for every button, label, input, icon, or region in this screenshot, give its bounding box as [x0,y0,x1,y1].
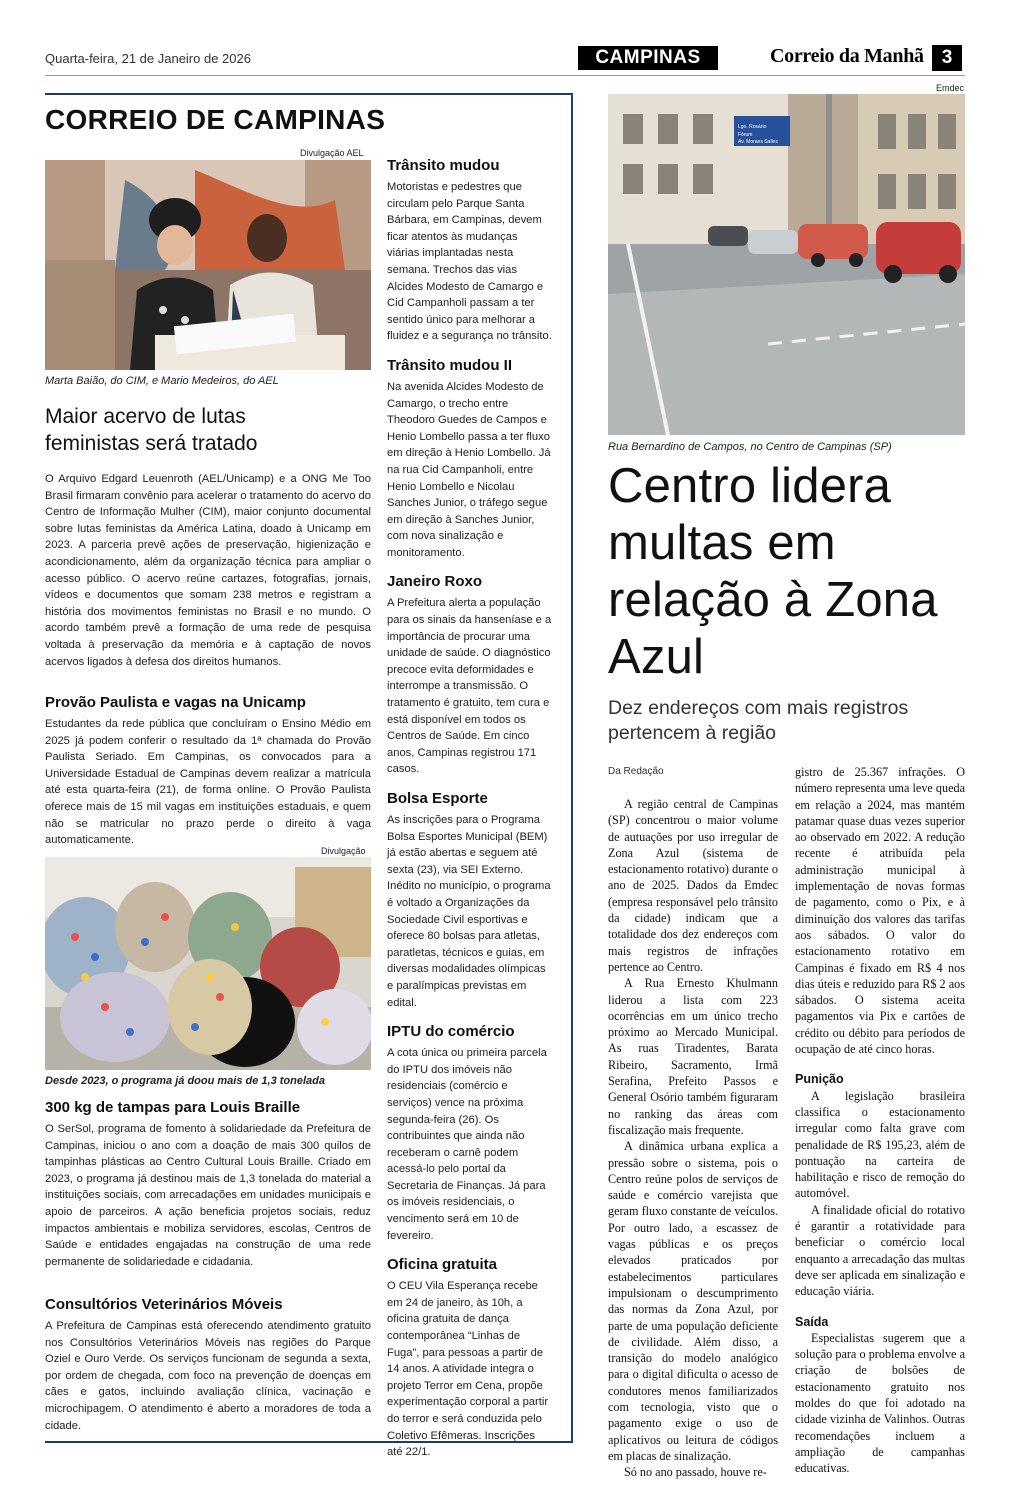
article-paragraph: Especialistas sugerem que a solução para o problema envolve a criação de bolsões de estacionamento gratuito nos moldes do que foi adotado na cidade vizinha de Valinhos. Outras recomendações incluem a ampliação de campanhas educativas. [795,1330,965,1476]
article-paragraph: A legislação brasileira classifica o estacionamento irregular como falta grave com penalidade de R$ 195,23, além de pontuação na carteira de habilitação e risco de remoção do automóvel. [795,1088,965,1201]
article-paragraph: Só no ano passado, houve re- [624,1465,767,1480]
story-title: Consultórios Veterinários Móveis [45,1296,283,1313]
note-body: Na avenida Alcides Modesto de Camargo, o trecho entre Theodoro Guedes de Campos e Henio Lombello passa a ter fluxo em direção à Henio Lombello. Já na rua Cid Campanholi, entre Henio Lombello e Nicolau Sanches Junior, o tráfego segue em direção à Sanches Junior, com nova sinalização e monitoramento. [387,380,551,559]
article-subheading: Punição [795,1072,844,1087]
story-title: Maior acervo de lutas feministas será tratado [45,405,258,455]
photo-caption: Marta Baião, do CIM, e Mario Medeiros, do AEL [45,375,279,387]
photo-caption: Desde 2023, o programa já doou mais de 1,3 tonelada [45,1075,325,1087]
column-top-rule [45,93,573,95]
page-number: 3 [932,45,962,71]
note-title: Trânsito mudou [387,157,500,174]
main-headline: Centro lidera multas em relação à Zona Azul [608,459,938,684]
story-body: A Prefeitura de Campinas está oferecendo atendimento gratuito nos Consultórios Veterinários Móveis nas regiões do Parque Oziel e Ouro Verde. Os serviços funcionam de segunda a sexta, por ordem de chegada, com foco na prevenção de doenças em cães e gatos, incluindo avaliação clínica, vacinação e microchipagem. O atendimento é aberto a moradores de toda a cidade. [45,1320,371,1432]
article-paragraph: A região central de Campinas (SP) concentrou o maior volume de autuações por uso irregular de Zona Azul (sistema de estacionamento rotativo) durante o ano de 2025. Dados da Emdec (empresa responsável pelo trânsito da cidade) indicam que a totalidade dos dez endereços com mais registros de infrações pertence ao Centro. [608,797,778,974]
notes-column [387,157,552,1461]
svg-text:Lgo. Rosário: Lgo. Rosário [738,124,767,130]
svg-text:Fórum: Fórum [738,132,753,138]
article-paragraph: A Rua Ernesto Khulmann liderou a lista com 223 ocorrências em um único trecho próximo ao Mercado Municipal. As ruas Tiradentes, Barata Ribeiro, Sacramento, Irmã Serafina, Prefeito Passos e General Osório também figuraram no ranking das áreas com fiscalização mais frequente. [608,976,778,1137]
note-title: Bolsa Esporte [387,790,488,807]
article-paragraph: A finalidade oficial do rotativo é garantir a rotatividade para beneficiar o comércio local enquanto a arrecadação das multas deve ser aplicada em sinalização e educação viária. [795,1202,965,1299]
svg-text:Av. Moraes Salles: Av. Moraes Salles [738,139,778,145]
photo-aes-signing [45,160,371,370]
photo-credit: Divulgação AEL [300,148,364,158]
newspaper-logo: Correio da Manhã [770,45,924,67]
section-label: CAMPINAS [578,46,718,70]
article-subheading: Saída [795,1314,829,1329]
photo-credit: Emdec [936,83,965,93]
photo-caption: Rua Bernardino de Campos, no Centro de Campinas (SP) [608,441,892,453]
note-title: Trânsito mudou II [387,356,513,374]
photo-street-zona-azul [608,94,965,435]
column-right-rule [571,93,573,1443]
note-body: Motoristas e pedestres que circulam pelo Parque Santa Bárbara, em Campinas, devem ficar atentos às mudanças viárias implantadas nesta semana. Trechos das vias Alcides Modesto de Camargo e Cid Campanholi passam a ter sentido único para melhorar a fluidez e a segurança no trânsito. [387,181,552,343]
note-title: Oficina gratuita [387,1256,498,1274]
story-title: 300 kg de tampas para Louis Braille [45,1099,301,1116]
story-body: O Arquivo Edgard Leuenroth (AEL/Unicamp) e a ONG Me Too Brasil firmaram convênio para acelerar o tratamento do acervo do Centro de Informação Mulher (CIM), maior conjunto documental sobre lutas feministas da América Latina, doado à Unicamp em 2023. A parceria prevê ações de preservação, higienização e acondicionamento, além da organização técnica para ampliar o acesso público. O acervo reúne cartazes, fotografias, jornais, vídeos e documentos que somam 238 metros e registram a história dos movimentos feministas no Brasil e no mundo. O acordo também prevê a formação de uma rede de pesquisa voltada à preservação da memória e à captação de novos acervos ligados à defesa dos direitos humanos. [45,473,371,668]
byline: Da Redação [608,766,664,777]
story-title: Provão Paulista e vagas na Unicamp [45,694,306,711]
note-body: A Prefeitura alerta a população para os sinais da hanseníase e a importância de procurar uma unidade de saúde. O diagnóstico precoce evita deformidades e interrompe a transmissão. O tratamento é gratuito, tem cura e está disponível em todos os Centros de Saúde. Em cinco anos, Campinas registrou 171 casos. [387,597,552,776]
note-body: As inscrições para o Programa Bolsa Esportes Municipal (BEM) já estão abertas e seguem até sexta (23), via SEI Externo. Inédito no município, o programa é voltado a Organizações da Sociedade Civil esportivas e oferece 80 bolsas para atletas, paratletas, técnicos e guias, em diversas modalidades olímpicas e paralímpicas previstas em edital. [387,814,551,1009]
main-subhead: Dez endereços com mais registros pertencem à região [608,697,909,744]
header-divider [45,75,965,76]
note-body: O CEU Vila Esperança recebe em 24 de janeiro, às 10h, a oficina gratuita de dança contemporânea “Linhas de Fuga”, para pessoas a partir de 14 anos. A atividade integra o projeto Terror em Cena, propõe experimentação corporal a partir do terror e será conduzida pelo Coletivo Efêmeras. Inscrições até 22/1. [387,1280,549,1459]
column-title: CORREIO DE CAMPINAS [45,104,386,135]
story-body: O SerSol, programa de fomento à solidariedade da Prefeitura de Campinas, iniciou o ano com a doação de mais 300 quilos de tampinhas plásticas ao Centro Cultural Louis Braille. Criado em 2023, o programa já destinou mais de 1,3 tonelada do material a instituições sociais, com arrecadações em unidades municipais e apoio de parceiros. A ação beneficia projetos sociais, reduz impactos ambientais e mobiliza servidores, escolas, Centros de Saúde e entidades engajadas na construção de uma rede permanente de solidariedade e cidadania. [45,1123,371,1268]
note-title: Janeiro Roxo [387,573,483,591]
story-body: Estudantes da rede pública que concluíram o Ensino Médio em 2025 já podem conferir o resultado da 1ª chamada do Provão Paulista Seriado. Em Campinas, os convocados para a Universidade Estadual de Campinas devem realizar a matrícula até esta quarta-feira (21), de forma online. O Provão Paulista oferece mais de 15 mil vagas em instituições estaduais, e quem não se matricular no prazo perde o direito à vaga automaticamente. [45,718,371,847]
article-paragraph: gistro de 25.367 infrações. O número representa uma leve queda em relação a 2024, mas mantém patamar quase duas vezes superior ao observado em 2022. A redução recente é atribuída pela administração municipal à implementação de novas formas de pagamento, como o Pix, e à diminuição dos valores das tarifas aos sábados. O valor do estacionamento rotativo em Campinas é fixado em R$ 4 nos dias úteis e reduzido para R$ 2 aos sábados. O sistema aceita pagamentos via Pix e cartões de crédito ou débito para períodos de ocupação de até cinco horas. [795,765,965,1057]
photo-bottle-caps [45,857,371,1070]
note-title: IPTU do comércio [387,1023,515,1041]
article-column-right [795,764,965,1476]
article-paragraph: A dinâmica urbana explica a pressão sobre o sistema, pois o Centro reúne polos de serviços de saúde e comércio varejista que geram fluxo constante de veículos. Por outro lado, a escassez de vagas públicas e os preços elevados praticados por estabelecimentos particulares impulsionam o descumprimento das normas da Zona Azul, por parte de uma população deficiente de civilidade. Além disso, a transição do modelo analógico para o digital dificulta o acesso de condutores menos familiarizados com tecnologia, visto que o pagamento exige o uso de aplicativos ou leitura de códigos em placas de sinalização. [608,1139,778,1463]
note-body: A cota única ou primeira parcela do IPTU dos imóveis não residenciais (comércio e serviços) vence na próxima segunda-feira (26). Os contribuintes que ainda não receberam o carnê podem acessá-lo pelo portal da Secretaria de Finanças. Já para os imóveis residenciais, o vencimento será em 10 de fevereiro. [387,1047,547,1242]
photo-credit: Divulgação [321,846,366,856]
edition-date: Quarta-feira, 21 de Janeiro de 2026 [45,51,251,66]
article-column-left [608,796,778,1480]
